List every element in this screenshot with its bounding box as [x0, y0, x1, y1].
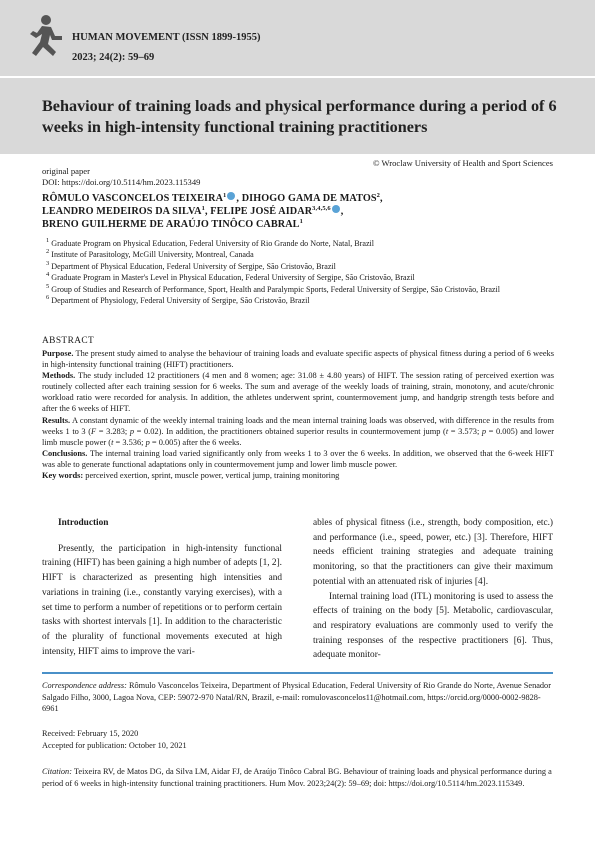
abstract-body [42, 348, 554, 481]
orcid-icon[interactable] [332, 205, 340, 213]
author-name: RÔMULO VASCONCELOS TEIXEIRA [42, 193, 224, 204]
affiliation-item [42, 249, 562, 260]
author-affil-sup: 2 [376, 192, 380, 199]
affiliation-number: 4 [46, 271, 50, 279]
results-text: = 3.573; [448, 426, 482, 436]
affiliation-number: 5 [46, 282, 50, 290]
affiliation-text: Graduate Program on Physical Education, Federal University of Rio Grande do Norte, Natal, Brazil [51, 239, 375, 248]
purpose-text: The present study aimed to analyse the behaviour of training loads and evaluate specific aspects of physical fitness during a period of 6 weeks in high-intensity functional training (HIFT) practitioners. [42, 349, 554, 370]
abstract-methods [42, 370, 554, 414]
stat-symbol: p [129, 426, 135, 436]
body-paragraph: Presently, the participation in high-intensity functional training (HIFT) has been gaining a high number of adepts [1, 2]. HIFT is characterized as presenting high intensities and variations in training (i.e., constantly varying exercises), with a set time to perform a number of repetitions or to perform certain tasks with shortest intervals [1]. In addition to the characteristic of the plurality of functional movements executed at high intensity, HIFT aims to improve the vari- [42, 543, 282, 657]
affiliation-text: Institute of Parasitology, McGill University, Montreal, Canada [51, 250, 254, 260]
section-heading-introduction: Introduction [58, 518, 109, 528]
affiliation-number: 2 [46, 248, 50, 256]
results-text: A constant dynamic of the weekly internal training loads and the mean internal training loads was observed, with difference in the results from weeks 1 to 3 ( [42, 415, 554, 436]
author-separator: , [236, 193, 242, 204]
footer-divider [42, 672, 553, 674]
correspondence-address [42, 680, 554, 715]
author-name: LEANDRO MEDEIROS DA SILVA [42, 206, 202, 217]
author-name: FELIPE JOSÉ AIDAR [210, 206, 313, 217]
abstract-heading: ABSTRACT [42, 336, 95, 346]
citation-label: Citation: [42, 767, 72, 776]
article-dates [42, 728, 187, 751]
body-column-left [42, 516, 282, 659]
affiliation-item [42, 295, 562, 306]
affiliation-number: 1 [46, 237, 50, 244]
stat-symbol: p [145, 437, 150, 447]
author-separator: , [340, 206, 344, 217]
abstract-purpose [42, 348, 554, 370]
article-type: original paper [42, 166, 90, 176]
affiliation-text: Group of Studies and Research of Performance, Sport, Health and Paralympic Sports, Federal University of Sergipe, São Cristovão, Brazil [51, 284, 501, 294]
abstract-results [42, 415, 554, 448]
citation-text: Teixeira RV, de Matos DG, da Silva LM, Aidar FJ, de Araújo Tinôco Cabral BG. Behaviour of training loads and physical performance during a period of 6 weeks in high-intensity functional training practitioners. Hum Mov. 2023;24(2): 59–69; doi: https://doi.org/10.5114/hm.2023.115349. [42, 767, 552, 788]
results-label: Results. [42, 415, 71, 425]
conclusions-text: The internal training load varied significantly only from weeks 1 to 3 over the 6 weeks. In addition, we observed that the 6-week HIFT was able to generate functional adaptations only in countermovement jump and lower limb muscle power. [42, 448, 554, 469]
stat-symbol: t [111, 437, 114, 447]
journal-name: HUMAN MOVEMENT (ISSN 1899-1955) [72, 32, 261, 43]
results-text: = 0.005) after the 6 weeks. [149, 437, 242, 447]
results-text: = 0.005) and lower limb muscle power ( [42, 426, 554, 447]
stat-symbol: p [481, 426, 487, 436]
affiliation-text: Department of Physiology, Federal University of Sergipe, São Cristovão, Brazil [51, 296, 310, 306]
results-text: = 3.536; [113, 437, 146, 447]
abstract-conclusions [42, 448, 554, 470]
affiliation-text: Department of Physical Education, Federal University of Sergipe, São Cristovão, Brazil [51, 261, 336, 271]
stat-symbol: F [91, 426, 97, 436]
journal-issue: 2023; 24(2): 59–69 [72, 52, 155, 63]
correspondence-text: Rômulo Vasconcelos Teixeira, Department of Physical Education, Federal University of Rio Grande do Norte, Avenue Senador Salgado Filho, 3000, Lagoa Nova, CEP: 59072-970 Natal/RN, Brazil, e-mail: romulovasconcelos11@hotmail.com, https://orcid.org/0000-0002-9828-6961 [42, 681, 551, 714]
results-text: = 0.02). In addition, the practitioners obtained superior results in countermovement jump ( [134, 426, 446, 436]
author-affil-sup: 3,4,5,6 [312, 205, 331, 212]
runner-logo-icon [24, 14, 64, 60]
correspondence-label: Correspondence address: [42, 681, 127, 690]
author-name: DIHOGO GAMA DE MATOS [241, 193, 377, 204]
article-meta [42, 166, 200, 188]
journal-info [72, 28, 261, 68]
author-list [42, 192, 562, 231]
affiliation-number: 6 [46, 294, 50, 302]
keywords-text: perceived exertion, sprint, muscle power, vertical jump, training monitoring [83, 471, 340, 481]
affiliation-list [42, 238, 562, 306]
results-text: = 3.283; [96, 426, 130, 436]
body-column-right [313, 516, 553, 663]
orcid-icon[interactable] [227, 192, 235, 200]
author-separator: , [204, 206, 211, 217]
article-title: Behaviour of training loads and physical performance during a period of 6 weeks in high-intensity functional training practitioners [42, 97, 557, 136]
affiliation-item [42, 284, 562, 295]
keywords-label: Key words: [42, 471, 84, 481]
affiliation-item [42, 261, 562, 272]
abstract-keywords [42, 470, 554, 481]
conclusions-label: Conclusions. [42, 448, 88, 458]
copyright-notice: © Wroclaw University of Health and Sport Sciences [372, 158, 553, 168]
purpose-label: Purpose. [42, 349, 74, 358]
received-date: Received: February 15, 2020 [42, 729, 139, 738]
affiliation-item [42, 238, 562, 249]
stat-symbol: t [445, 426, 449, 436]
affiliation-number: 3 [46, 259, 50, 267]
author-separator: , [379, 193, 383, 204]
affiliation-text: Graduate Program in Master's Level in Physical Education, Federal University of Sergipe, São Cristovão, Brazil [51, 273, 415, 283]
methods-text: The study included 12 practitioners (4 men and 8 women; age: 31.08 ± 4.80 years) of HIFT. The session rating of perceived exertion was routinely collected after each training session for 6 weeks. The sum and average of the weekly loads of training, strain, monotony, and acute/chronic workload ratio were recorded for analysis. In addition, the athletes underwent sprint, countermovement jump, and handgrip strength tests before and after the 6 weeks of HIFT. [42, 371, 554, 414]
body-paragraph: ables of physical fitness (i.e., strength, body composition, etc.) and performance (i.e., speed, power, etc.) [3]. Therefore, HIFT needs efficient training strategies and adequate training monitoring, so that the practitioners can give their maximum potential with an attenuated risk of injuries [4]. [313, 518, 553, 587]
author-affil-sup: 1 [299, 218, 303, 225]
body-paragraph: Internal training load (ITL) monitoring is used to assess the effects of training on the body [5]. Metabolic, cardiovascular, and respiratory evaluations are commonly used to verify the training responses of the respective practitioners [6]. Thus, adequate monitor- [313, 591, 553, 661]
methods-label: Methods. [42, 371, 76, 381]
article-doi[interactable]: DOI: https://doi.org/10.5114/hm.2023.115349 [42, 177, 201, 187]
accepted-date: Accepted for publication: October 10, 2021 [42, 740, 187, 750]
author-affil-sup: 1 [201, 205, 205, 212]
author-name: BRENO GUILHERME DE ARAÚJO TINÔCO CABRAL [42, 219, 300, 230]
affiliation-item [42, 272, 562, 283]
citation-block [42, 766, 554, 789]
author-affil-sup: 1 [223, 192, 227, 199]
